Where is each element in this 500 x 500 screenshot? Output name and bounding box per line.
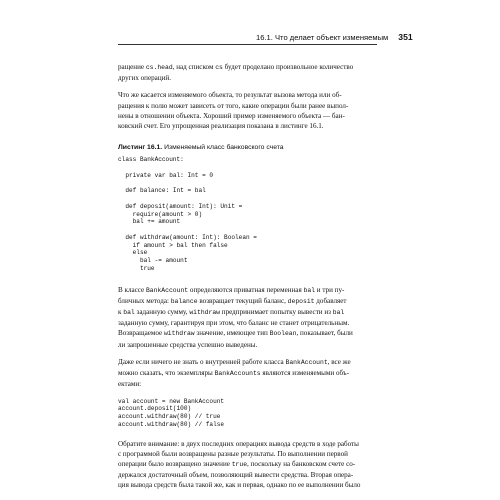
- section-title: 16.1. Что делает объект изменяемым: [256, 33, 389, 42]
- paragraph-5: [118, 439, 380, 491]
- text-run: В классе: [118, 285, 146, 294]
- page-number: 351: [398, 32, 413, 42]
- inline-code: cs: [215, 64, 223, 71]
- running-header: [256, 32, 413, 42]
- text-line: [118, 62, 380, 73]
- paragraph-1: [118, 62, 380, 83]
- text-run: будет проделано произвольное количество: [222, 63, 354, 71]
- text-line: [118, 285, 380, 296]
- listing-code: class BankAccount: private var bal: Int = 0 def balance: Int = bal def deposit(amount: Int): Unit = require(amount > 0) bal += amount def withdraw(amount: Int): Boolean = if amount > bal then false else bal -= amount true: [118, 156, 257, 272]
- text-run: ращение: [118, 63, 146, 71]
- inline-code: balance: [170, 297, 198, 305]
- text-run: заданную сумму,: [134, 308, 190, 317]
- inline-code: true: [231, 460, 248, 468]
- text-line: [118, 439, 380, 449]
- text-run: определяются приватная переменная: [188, 285, 304, 294]
- text-run: нены в отношении объекта. Хороший пример изменяемого объекта — бан-: [118, 111, 345, 120]
- text-run: операции было возвращено значение: [118, 459, 232, 468]
- inline-code: deposit: [287, 297, 315, 305]
- text-run: ция вывода средств была такой же, как и первая, однако по ее выполнении было: [118, 481, 361, 490]
- page-body: [118, 62, 380, 498]
- text-run: с программой были возвращены разные результаты. По выполнении первой: [118, 449, 348, 458]
- sample-code: val account = new BankAccount account.deposit(100) account.withdraw(80) // true account.withdraw(80) // false: [118, 397, 225, 428]
- listing-title: Изменяемый класс банковского счета: [162, 144, 284, 152]
- text-run: добавляет: [314, 296, 347, 305]
- text-line: [118, 296, 380, 307]
- text-run: можно сказать, что экземпляры: [118, 369, 215, 378]
- text-run: ектами:: [118, 380, 142, 389]
- text-line: [118, 307, 380, 318]
- text-line: [118, 357, 380, 368]
- text-run: , все же: [327, 357, 351, 366]
- inline-code: bal: [332, 309, 345, 317]
- text-run: и три пу-: [315, 285, 345, 294]
- text-line: [118, 459, 380, 470]
- text-line: [118, 449, 380, 459]
- paragraph-3: [118, 285, 380, 350]
- text-line: [118, 368, 380, 379]
- text-run: ковский счет. Его упрощенная реализация показана в листинге 16.1.: [118, 122, 324, 131]
- text-line: [118, 480, 380, 490]
- inline-code: Boolean: [269, 330, 297, 338]
- text-run: бличных метода:: [118, 296, 171, 305]
- listing-caption: [118, 143, 380, 153]
- text-line: [118, 90, 380, 100]
- text-run: Что же касается изменяемого объекта, то результат вызова метода или об-: [118, 91, 342, 100]
- text-line: [118, 379, 380, 389]
- inline-code: withdraw: [163, 330, 195, 338]
- text-run: являются изменяемыми объ-: [260, 369, 349, 378]
- text-run: к: [118, 308, 124, 317]
- text-run: ращения к полю может зависеть от того, какие операции были ранее выпол-: [118, 101, 349, 110]
- text-run: возвращает текущий баланс,: [197, 296, 288, 305]
- listing-16-1: [118, 143, 380, 272]
- text-line: [118, 121, 380, 131]
- code-sample: [118, 398, 380, 429]
- text-run: значение, имеющее тип: [194, 329, 270, 338]
- text-run: Обратите внимание: в двух последних операциях вывода средств в ходе работы: [118, 439, 359, 448]
- inline-code: withdraw: [189, 309, 221, 317]
- text-line: [118, 470, 380, 480]
- listing-label: Листинг 16.1.: [118, 144, 163, 152]
- inline-code: bal: [303, 286, 316, 294]
- text-line: [118, 73, 380, 83]
- text-line: [118, 328, 380, 339]
- text-run: заданную сумму, гарантируя при этом, что баланс не станет отрицательным.: [118, 319, 350, 328]
- inline-code: BankAccount: [145, 286, 189, 294]
- text-run: Возвращаемое: [118, 329, 164, 338]
- inline-code: cs.head: [145, 64, 173, 71]
- text-run: , поскольку на банковском счете со-: [247, 459, 356, 468]
- text-run: Даже если ничего не знать о внутренней работе класса: [118, 357, 286, 366]
- header-rule: [118, 44, 377, 45]
- text-run: держался достаточный объем, позволяющий вывести средства. Вторая опера-: [118, 471, 354, 480]
- text-run: , над списком: [172, 63, 216, 71]
- text-run: других операций.: [118, 74, 171, 83]
- text-run: ли запрошенные средства успешно выведены.: [118, 340, 258, 349]
- text-line: [118, 101, 380, 111]
- text-run: предпринимает попытку вывести из: [220, 308, 333, 317]
- paragraph-4: [118, 357, 380, 390]
- inline-code: BankAccounts: [214, 370, 261, 378]
- text-line: [118, 318, 380, 328]
- paragraph-2: [118, 90, 380, 131]
- text-line: [118, 340, 380, 350]
- inline-code: BankAccount: [285, 358, 328, 366]
- text-run: , показывает, были: [296, 329, 353, 338]
- text-line: [118, 111, 380, 121]
- inline-code: bal: [123, 309, 135, 317]
